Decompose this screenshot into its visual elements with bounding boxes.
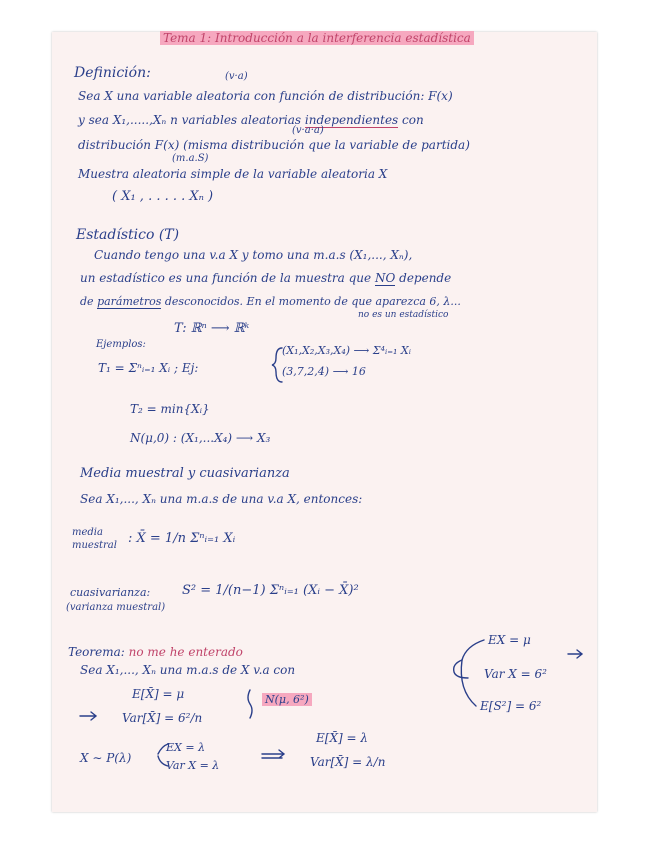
fork-arrow-bottom bbox=[461, 660, 476, 706]
no-word: NO bbox=[374, 271, 396, 285]
t3-formula: N(μ,0) : (X₁,...X₄) ⟶ X₃ bbox=[130, 431, 271, 445]
brace-theorem bbox=[248, 690, 252, 718]
t1-formula: T₁ = Σⁿᵢ₌₁ Xᵢ ; Ej: bbox=[98, 361, 199, 375]
est-line-1: Cuando tengo una v.a X y tomo una m.a.s (X₁,..., Xₙ), bbox=[94, 248, 413, 262]
result-ex: EX = μ bbox=[488, 633, 531, 647]
fork-arrow-top bbox=[462, 640, 484, 660]
def-line-1: Sea X una variable aleatoria con función de distribución: F(x) bbox=[78, 89, 453, 103]
va-note: (v·a) bbox=[225, 71, 248, 82]
implies-arrow-2 bbox=[262, 750, 284, 758]
normal-dist: N(μ, 6²) bbox=[262, 694, 312, 705]
def-line-3: distribución F(x) (misma distribución que la variable de partida) bbox=[78, 138, 470, 152]
poisson-var-xbar: Var[X̄] = λ/n bbox=[310, 755, 386, 769]
t1-case-1: (X₁,X₂,X₃,X₄) ⟶ Σ⁴ᵢ₌₁ Xᵢ bbox=[282, 344, 411, 357]
poisson-arrow-bottom bbox=[158, 756, 168, 766]
result-es2: E[S²] = 6² bbox=[480, 699, 542, 713]
page-title: Tema 1: Introducción a la interferencia estadística bbox=[160, 32, 474, 44]
brace-t1 bbox=[272, 348, 282, 382]
teorema-heading: Teorema: no me he enterado bbox=[68, 645, 243, 659]
vaa-note: (v·a·a) bbox=[292, 125, 324, 136]
media-formula: : X̄ = 1/n Σⁿᵢ₌₁ Xᵢ bbox=[128, 531, 236, 546]
poisson-label: X ∼ P(λ) bbox=[80, 751, 132, 765]
estadistico-heading: Estadístico (T) bbox=[76, 227, 180, 243]
def-line-5: ( X₁ , . . . . . Xₙ ) bbox=[112, 189, 214, 204]
poisson-e: EX = λ bbox=[166, 741, 206, 754]
poisson-e-xbar: E[X̄] = λ bbox=[316, 731, 368, 745]
t1-case-2: (3,7,2,4) ⟶ 16 bbox=[282, 365, 366, 378]
poisson-arrow-top bbox=[158, 744, 168, 754]
cuasi-formula: S² = 1/(n−1) Σⁿᵢ₌₁ (Xᵢ − X̄)² bbox=[182, 583, 359, 598]
result-varx: Var X = 6² bbox=[484, 667, 547, 681]
var-xbar: Var[X̄] = 6²/n bbox=[122, 711, 203, 725]
map-formula: T: ℝⁿ ⟶ ℝᵏ bbox=[174, 321, 250, 336]
def-line-2: y sea X₁,.....,Xₙ n variables aleatorias independientes con bbox=[78, 113, 424, 127]
media-heading: Media muestral y cuasivarianza bbox=[80, 466, 290, 481]
media-label: media muestral bbox=[72, 527, 117, 551]
independientes-word: independientes bbox=[304, 113, 399, 127]
ejemplos-label: Ejemplos: bbox=[96, 339, 146, 350]
media-line-1: Sea X₁,..., Xₙ una m.a.s de una v.a X, entonces: bbox=[80, 492, 363, 506]
parametros-word: parámetros bbox=[97, 295, 162, 308]
mas-note: (m.a.S) bbox=[172, 153, 209, 164]
no-estadistico-note: no es un estadístico bbox=[358, 310, 449, 320]
definicion-heading: Definición: bbox=[74, 65, 151, 81]
t2-formula: T₂ = min{Xᵢ} bbox=[130, 402, 210, 416]
est-line-2: un estadístico es una función de la muestra que NO depende bbox=[80, 271, 452, 285]
e-xbar: E[X̄] = μ bbox=[132, 687, 185, 701]
cuasi-sublabel: (varianza muestral) bbox=[66, 602, 166, 613]
poisson-var: Var X = λ bbox=[166, 759, 220, 772]
teorema-note: no me he enterado bbox=[128, 645, 243, 659]
right-arrow-top bbox=[568, 650, 582, 658]
implies-arrow-1 bbox=[80, 712, 96, 720]
est-line-3: de parámetros desconocidos. En el momento de que aparezca 6, λ... bbox=[80, 295, 461, 308]
teorema-line-1: Sea X₁,..., Xₙ una m.a.s de X v.a con bbox=[80, 663, 296, 677]
def-line-4: Muestra aleatoria simple de la variable aleatoria X bbox=[78, 167, 388, 181]
cuasi-label: cuasivarianza: bbox=[70, 586, 151, 599]
